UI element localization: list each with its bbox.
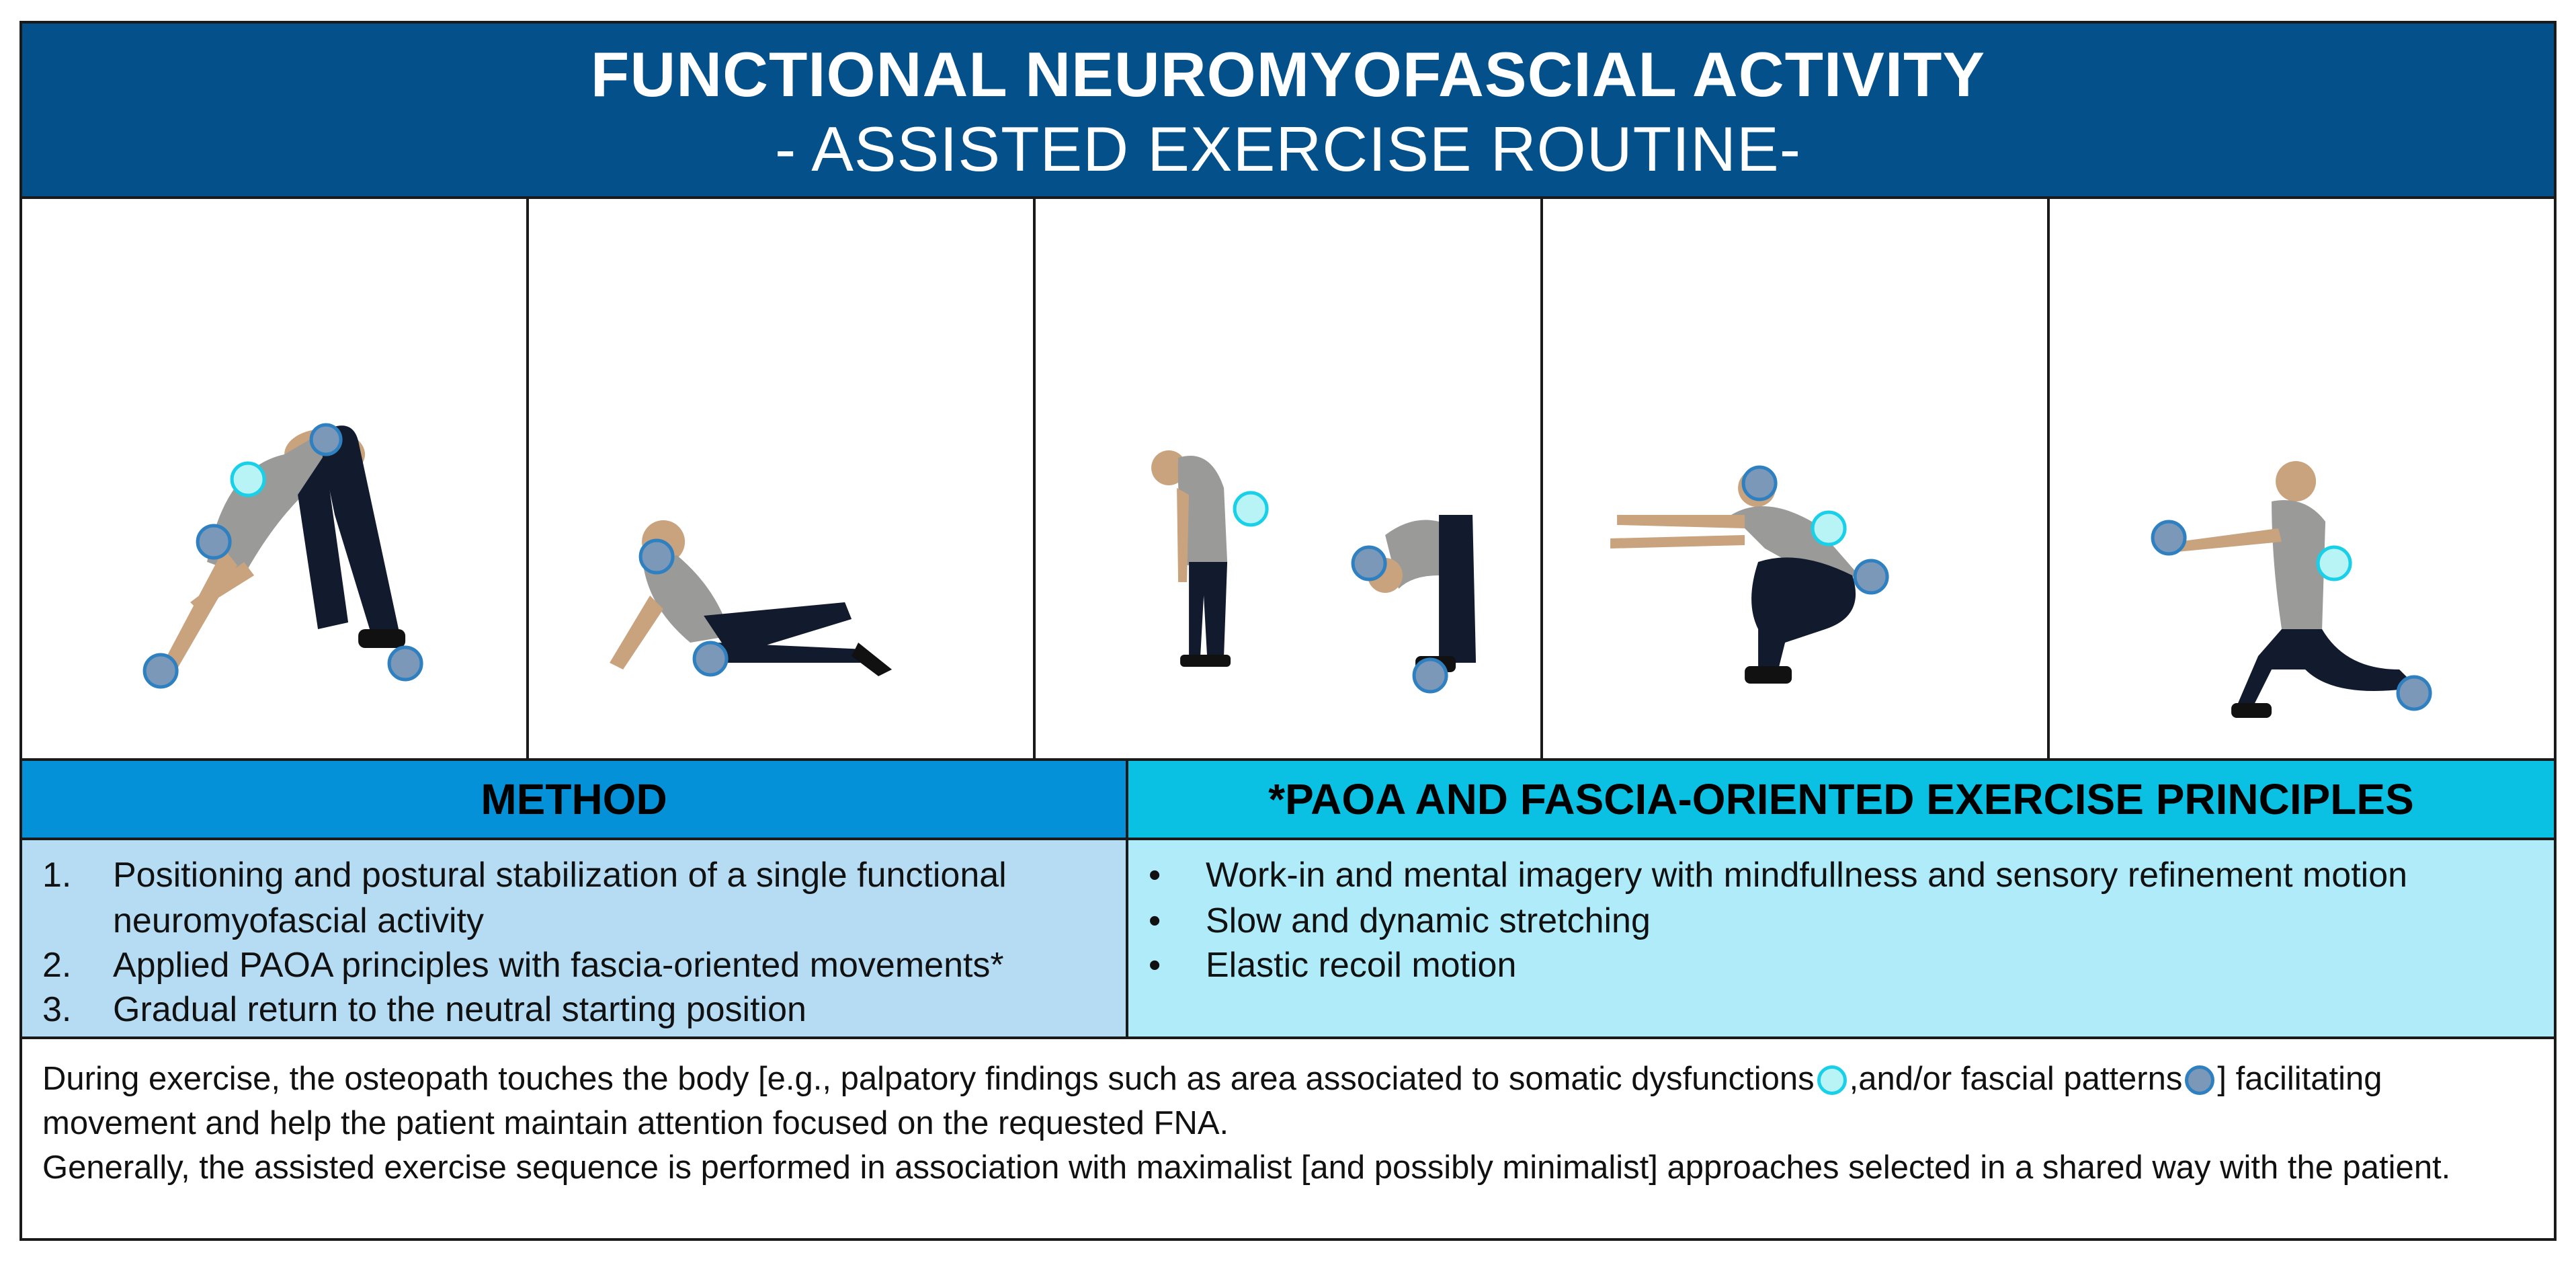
fascial-marker	[198, 526, 230, 558]
method-item-number: 3.	[42, 990, 72, 1029]
exercise-photo-3	[1036, 199, 1542, 758]
method-item-text: neuromyofascial activity	[113, 901, 484, 940]
fascial-marker	[389, 647, 421, 680]
method-item-number: 1.	[42, 856, 72, 895]
fascial-marker	[1354, 547, 1386, 579]
person-forward-fold-illustration	[1036, 199, 1540, 758]
exercise-photo-5	[2050, 199, 2554, 758]
fascial-marker	[1855, 561, 1887, 593]
method-item-number: 2.	[42, 946, 72, 985]
somatic-marker	[1813, 512, 1845, 544]
fascial-marker	[2398, 677, 2430, 709]
person-lunge-illustration	[2050, 199, 2554, 758]
figure-frame	[19, 21, 2557, 1241]
fascial-marker	[640, 540, 673, 573]
somatic-marker	[232, 463, 264, 495]
bullet-icon: •	[1149, 946, 1161, 985]
principles-item-text: Slow and dynamic stretching	[1206, 901, 1651, 940]
exercise-photo-4	[1543, 199, 2050, 758]
footer-text: ,and/or fascial patterns	[1849, 1061, 2183, 1097]
figure-subtitle: - ASSISTED EXERCISE ROUTINE-	[774, 114, 1802, 184]
fascial-marker	[1743, 467, 1776, 499]
method-heading: METHOD	[22, 761, 1128, 840]
footer-text: During exercise, the osteopath touches the body [e.g., palpatory findings such as area associated to somatic dysfunctions	[42, 1061, 1815, 1097]
principles-list	[1128, 840, 2554, 1039]
person-downward-dog-illustration	[22, 199, 526, 758]
fascial-marker	[311, 425, 341, 454]
somatic-dysfunction-marker-icon	[1817, 1065, 1847, 1095]
method-item-text: Applied PAOA principles with fascia-oriented movements*	[113, 946, 1004, 985]
exercise-photo-1	[22, 199, 529, 758]
somatic-marker	[2318, 547, 2350, 579]
figure-title: FUNCTIONAL NEUROMYOFASCIAL ACTIVITY	[590, 39, 1986, 110]
principles-item-text: Elastic recoil motion	[1206, 946, 1517, 985]
principles-item-text: Work-in and mental imagery with mindfullness and sensory refinement motion	[1206, 856, 2408, 895]
method-list	[22, 840, 1128, 1039]
fascial-marker	[2153, 522, 2185, 554]
fascial-marker	[1415, 659, 1447, 692]
person-reclined-illustration	[529, 199, 1033, 758]
somatic-marker	[1235, 493, 1268, 525]
footer-paragraph-1	[42, 1057, 2534, 1145]
method-item-text: Gradual return to the neutral starting position	[113, 990, 806, 1029]
fascial-marker	[144, 655, 177, 687]
fascial-pattern-marker-icon	[2185, 1065, 2214, 1095]
footer-notes	[22, 1039, 2554, 1239]
method-item-text: Positioning and postural stabilization of a single functional	[113, 856, 1007, 895]
footer-paragraph-2: Generally, the assisted exercise sequence is performed in association with maximalist [and possibly minimalist] approaches selected in a shared way with the patient.	[42, 1149, 2451, 1186]
exercise-photo-strip	[22, 199, 2554, 761]
exercise-photo-2	[529, 199, 1036, 758]
bullet-icon: •	[1149, 901, 1161, 940]
principles-heading: *PAOA AND FASCIA-ORIENTED EXERCISE PRINCIPLES	[1128, 761, 2554, 840]
header-banner	[22, 24, 2554, 199]
fascial-marker	[694, 643, 726, 675]
person-squat-illustration	[1543, 199, 2047, 758]
footer-text: ] facilitating movement and help the patient maintain attention focused on the requested FNA.	[42, 1061, 2382, 1141]
bullet-icon: •	[1149, 856, 1161, 895]
